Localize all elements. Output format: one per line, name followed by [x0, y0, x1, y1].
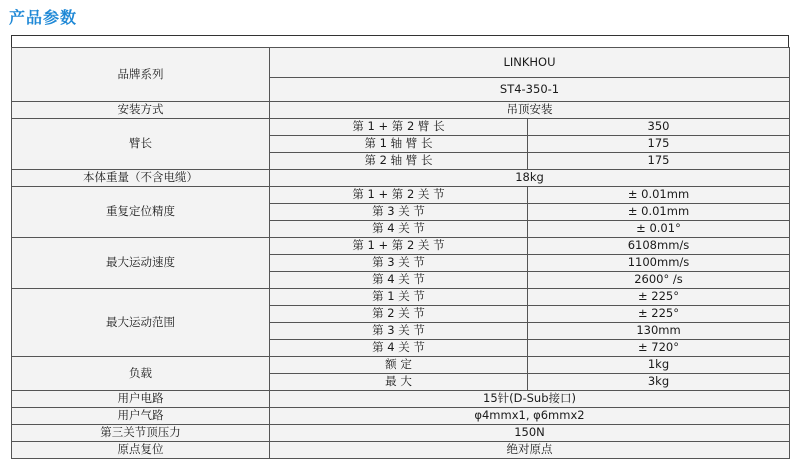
- row-label-origin-reset: 原点复位: [12, 442, 270, 459]
- table-row: [12, 238, 790, 255]
- row-label-user-circuit: 用户电路: [12, 391, 270, 408]
- max-speed-sub-1: 第 1 + 第 2 关 节: [270, 238, 528, 255]
- max-range-value-3: 130mm: [528, 323, 790, 340]
- row-label-arm-length: 臂长: [12, 119, 270, 170]
- row-label-payload: 负载: [12, 357, 270, 391]
- repeatability-value-3: ± 0.01°: [528, 221, 790, 238]
- max-speed-value-3: 2600° /s: [528, 272, 790, 289]
- row-label-repeatability: 重复定位精度: [12, 187, 270, 238]
- repeatability-sub-2: 第 3 关 节: [270, 204, 528, 221]
- user-circuit-value: 15针(D-Sub接口): [270, 391, 790, 408]
- arm-length-sub-3: 第 2 轴 臂 长: [270, 153, 528, 170]
- table-row: [12, 289, 790, 306]
- brand-value: LINKHOU: [270, 48, 790, 78]
- max-speed-value-2: 1100mm/s: [528, 255, 790, 272]
- spec-table: [11, 47, 790, 459]
- row-label-max-range: 最大运动范围: [12, 289, 270, 357]
- user-air-value: φ4mmx1, φ6mmx2: [270, 408, 790, 425]
- table-row: [12, 170, 790, 187]
- table-row: [12, 102, 790, 119]
- max-range-value-2: ± 225°: [528, 306, 790, 323]
- weight-value: 18kg: [270, 170, 790, 187]
- payload-value-2: 3kg: [528, 374, 790, 391]
- section-title: 产品参数: [9, 8, 78, 27]
- repeatability-value-1: ± 0.01mm: [528, 187, 790, 204]
- table-row: [12, 391, 790, 408]
- row-label-mounting: 安装方式: [12, 102, 270, 119]
- payload-sub-2: 最 大: [270, 374, 528, 391]
- repeatability-value-2: ± 0.01mm: [528, 204, 790, 221]
- joint3-force-value: 150N: [270, 425, 790, 442]
- repeatability-sub-3: 第 4 关 节: [270, 221, 528, 238]
- arm-length-sub-1: 第 1 + 第 2 臂 长: [270, 119, 528, 136]
- max-range-sub-4: 第 4 关 节: [270, 340, 528, 357]
- max-range-value-4: ± 720°: [528, 340, 790, 357]
- table-row: [12, 442, 790, 459]
- table-row: [12, 357, 790, 374]
- max-speed-sub-2: 第 3 关 节: [270, 255, 528, 272]
- payload-value-1: 1kg: [528, 357, 790, 374]
- max-range-sub-2: 第 2 关 节: [270, 306, 528, 323]
- row-label-weight: 本体重量（不含电缆）: [12, 170, 270, 187]
- row-label-joint3-force: 第三关节顶压力: [12, 425, 270, 442]
- table-row: [12, 425, 790, 442]
- max-speed-sub-3: 第 4 关 节: [270, 272, 528, 289]
- arm-length-value-2: 175: [528, 136, 790, 153]
- max-speed-value-1: 6108mm/s: [528, 238, 790, 255]
- max-range-sub-1: 第 1 关 节: [270, 289, 528, 306]
- mounting-value: 吊顶安装: [270, 102, 790, 119]
- model-value: ST4-350-1: [270, 78, 790, 102]
- repeatability-sub-1: 第 1 + 第 2 关 节: [270, 187, 528, 204]
- table-row: [12, 408, 790, 425]
- payload-sub-1: 额 定: [270, 357, 528, 374]
- arm-length-value-3: 175: [528, 153, 790, 170]
- row-label-brand: 品牌系列: [12, 48, 270, 102]
- table-row: [12, 48, 790, 78]
- max-range-sub-3: 第 3 关 节: [270, 323, 528, 340]
- row-label-user-air: 用户气路: [12, 408, 270, 425]
- table-row: [12, 119, 790, 136]
- arm-length-value-1: 350: [528, 119, 790, 136]
- max-range-value-1: ± 225°: [528, 289, 790, 306]
- origin-reset-value: 绝对原点: [270, 442, 790, 459]
- arm-length-sub-2: 第 1 轴 臂 长: [270, 136, 528, 153]
- row-label-max-speed: 最大运动速度: [12, 238, 270, 289]
- table-header-band: [11, 35, 789, 47]
- table-row: [12, 187, 790, 204]
